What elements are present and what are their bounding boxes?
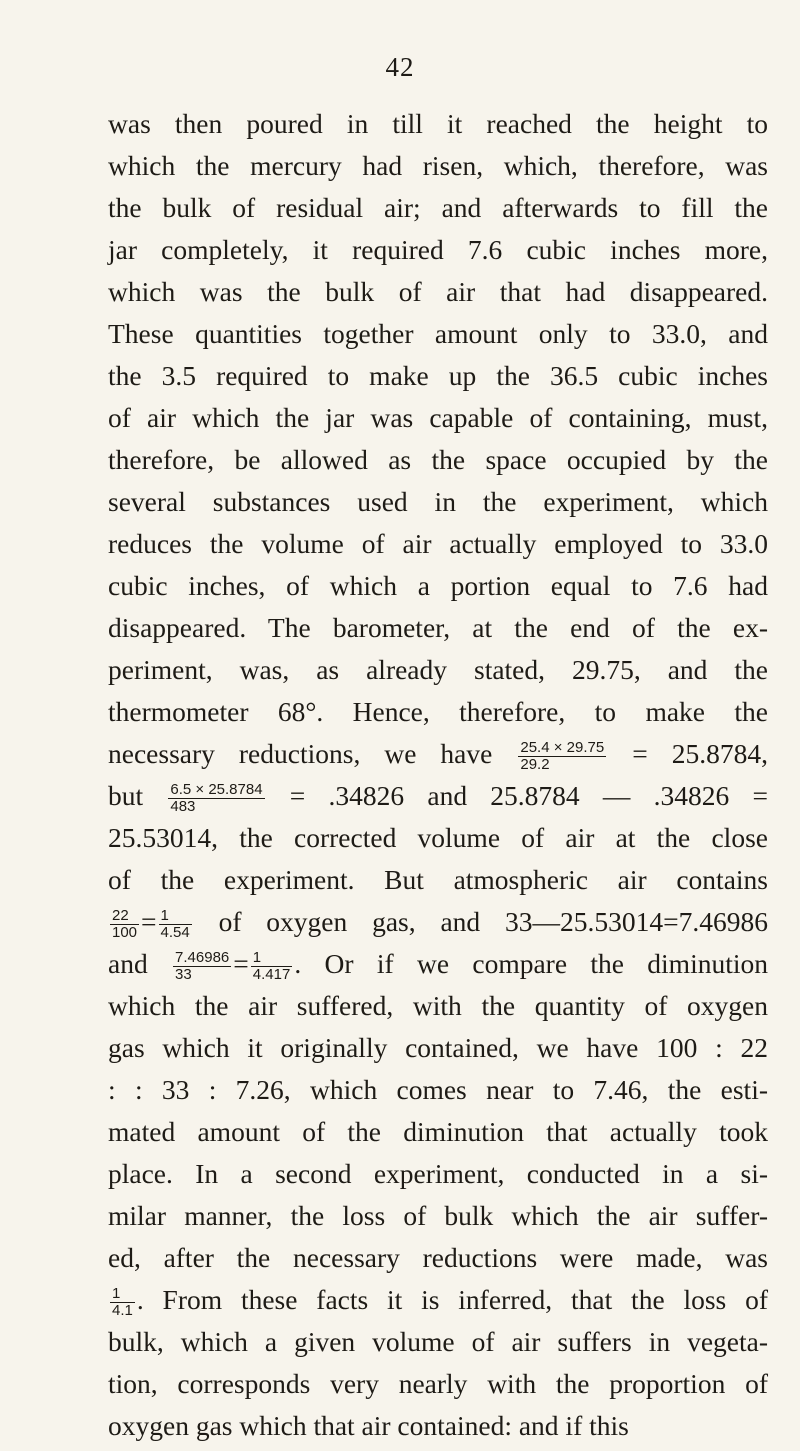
formula-text: = [233,948,249,979]
text-line: ed, after the necessary reductions were made, was [108,1242,768,1273]
text-line: therefore, be allowed as the space occupied by the [108,444,768,475]
formula-line-oxygen [108,901,768,943]
text-line: the bulk of residual air; and afterwards to fill the [108,192,768,223]
text-line: reduces the volume of air actually employed to 33.0 [108,528,768,559]
fraction-denominator: 4.1 [112,1302,133,1320]
formula-text: and [108,948,148,979]
text-line: These quantities together amount only to 33.0, and [108,318,768,349]
formula-text: of oxygen gas, and 33—25.53014=7.46986 [218,906,768,937]
text-line: several substances used in the experiment, which [108,486,768,517]
text-line: gas which it originally contained, we have 100 : 22 [108,1032,768,1063]
fraction-denominator: 4.54 [160,924,190,942]
fraction-numerator: 1 [251,950,293,967]
fraction [110,908,139,941]
fraction-denominator: 33 [175,966,192,984]
text-line: was then poured in till it reached the height to [108,108,768,139]
fraction-numerator: 22 [110,908,139,925]
text-line: mated amount of the diminution that actually took [108,1116,768,1147]
fraction [173,950,231,983]
formula-text: . Or if we compare the diminution [294,948,768,979]
text-line: place. In a second experiment, conducted in a si- [108,1158,768,1189]
text-line: periment, was, as already stated, 29.75, and the [108,654,768,685]
fraction [110,1286,135,1319]
text-line: milar manner, the loss of bulk which the air suffer- [108,1200,768,1231]
text-line: jar completely, it required 7.6 cubic inches more, [108,234,768,265]
fraction-numerator: 1 [110,1286,135,1303]
text-line: which the air suffered, with the quantity of oxygen [108,990,768,1021]
fraction-numerator: 25.4 × 29.75 [520,739,605,757]
fraction-numerator: 6.5 × 25.8784 [170,781,263,799]
formula-text: but [108,780,144,811]
fraction [168,782,264,815]
fraction-numerator: 1 [159,908,192,925]
text-line: of air which the jar was capable of containing, must, [108,402,768,433]
fraction-denominator: 100 [112,924,138,942]
text-line: : : 33 : 7.26, which comes near to 7.46, the esti- [108,1074,768,1105]
formula-line-ratio [108,943,768,985]
text-line: tion, corresponds very nearly with the proportion of [108,1368,768,1399]
text-line: 25.53014, the corrected volume of air at the close [108,822,768,853]
text-line: thermometer 68°. Hence, therefore, to make the [108,696,768,727]
fraction [518,740,606,773]
fraction [251,950,293,983]
fraction-denominator: 483 [170,798,196,816]
body-text [108,103,768,1447]
text-line: of the experiment. But atmospheric air contains [108,864,768,895]
formula-text: . From these facts it is inferred, that the loss of [136,1284,768,1315]
page-number: 42 [385,52,415,82]
formula-text: necessary reductions, we have [108,738,493,769]
fraction-denominator: 29.2 [520,756,550,774]
formula-line-correction [108,775,768,817]
text-line: cubic inches, of which a portion equal to 7.6 had [108,570,768,601]
formula-text: = 25.8784, [632,738,769,769]
text-line: which the mercury had risen, which, therefore, was [108,150,768,181]
formula-line-reduction [108,733,768,775]
text-line: the 3.5 required to make up the 36.5 cubic inches [108,360,768,391]
text-line: bulk, which a given volume of air suffers in vegeta- [108,1326,768,1357]
fraction-denominator: 4.417 [252,966,291,984]
text-line: disappeared. The barometer, at the end of the ex- [108,612,768,643]
formula-text: = [141,906,157,937]
formula-line-loss [108,1279,768,1321]
text-line: oxygen gas which that air contained: and if this [108,1410,629,1441]
formula-text: = .34826 and 25.8784 — .34826 = [289,780,769,811]
text-line: which was the bulk of air that had disappeared. [108,276,768,307]
fraction-numerator: 7.46986 [175,949,230,967]
fraction [159,908,192,941]
